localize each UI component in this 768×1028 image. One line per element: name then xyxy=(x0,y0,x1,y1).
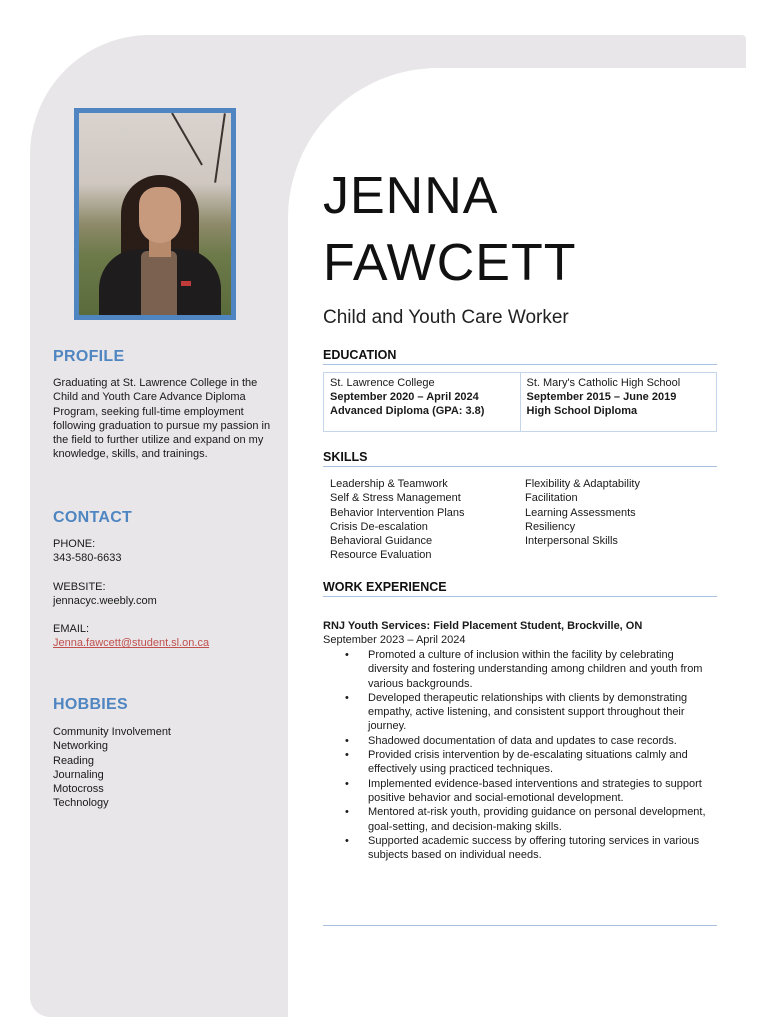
skill-item: Facilitation xyxy=(525,492,578,505)
skill-item: Resiliency xyxy=(525,520,576,533)
job-heading: RNJ Youth Services: Field Placement Student, Brockville, ON xyxy=(323,620,643,632)
education-table xyxy=(323,372,717,432)
job-duty-item: • Supported academic success by offering tutoring services in various subjects based on individual needs. xyxy=(345,834,710,863)
contact-heading: CONTACT xyxy=(53,509,133,526)
job-duty-item: • Developed therapeutic relationships with clients by demonstrating empathy, active listening, and consistent support throughout their journey. xyxy=(345,691,710,734)
profile-photo-frame xyxy=(74,108,236,320)
skill-item: Behavior Intervention Plans xyxy=(330,506,465,519)
education-credential: High School Diploma xyxy=(526,405,638,417)
skill-item: Leadership & Teamwork xyxy=(330,478,448,490)
hobby-item: Reading xyxy=(53,754,94,767)
website-label: WEBSITE: xyxy=(53,581,106,593)
education-heading: EDUCATION xyxy=(323,348,717,365)
skill-item: Resource Evaluation xyxy=(330,549,432,562)
email-link[interactable]: Jenna.fawcett@student.sl.on.ca xyxy=(53,637,210,650)
education-credential: Advanced Diploma (GPA: 3.8) xyxy=(330,405,485,417)
education-dates: September 2020 – April 2024 xyxy=(330,391,479,403)
school-name: St. Lawrence College xyxy=(330,377,435,389)
job-duty-item: • Shadowed documentation of data and updates to case records. xyxy=(345,734,710,748)
section-divider xyxy=(323,925,717,926)
profile-photo xyxy=(79,113,231,315)
job-title: Child and Youth Care Worker xyxy=(323,307,569,328)
email-label: EMAIL: xyxy=(53,623,90,635)
first-name: JENNA xyxy=(323,167,499,225)
skill-item: Learning Assessments xyxy=(525,506,636,519)
hobby-item: Community Involvement xyxy=(53,726,171,738)
website-value: jennacyc.weebly.com xyxy=(53,595,157,608)
work-experience-heading: WORK EXPERIENCE xyxy=(323,580,717,597)
skill-item: Behavioral Guidance xyxy=(330,535,433,548)
candidate-name xyxy=(323,163,577,297)
education-entry xyxy=(520,373,717,431)
last-name: FAWCETT xyxy=(323,234,577,292)
hobbies-list xyxy=(53,725,171,811)
job-dates: September 2023 – April 2024 xyxy=(323,634,466,646)
contact-website xyxy=(53,580,157,609)
job-duty-item: • Provided crisis intervention by de-escalating situations calmly and effectively using practiced techniques. xyxy=(345,748,710,777)
skill-item: Interpersonal Skills xyxy=(525,535,618,548)
job-duty-item: • Promoted a culture of inclusion within the facility by celebrating diversity and fostering understanding among children and youth from various backgrounds. xyxy=(345,648,710,691)
job-duty-item: • Mentored at-risk youth, providing guidance on personal development, goal-setting, and decision-making skills. xyxy=(345,805,710,834)
skill-item: Flexibility & Adaptability xyxy=(525,478,640,490)
skills-column-left xyxy=(330,477,525,563)
skill-item: Self & Stress Management xyxy=(330,492,461,505)
contact-email xyxy=(53,622,209,651)
job-duty-item: • Implemented evidence-based interventions and strategies to support positive behavior and social-emotional development. xyxy=(345,777,710,806)
profile-text: Graduating at St. Lawrence College in the Child and Youth Care Advance Diploma Program, seeking full-time employment following graduation to pursue my passion in the field to further utilize and expand on my knowledge, skills, and trainings. xyxy=(53,377,271,461)
hobby-item: Networking xyxy=(53,740,109,753)
contact-phone xyxy=(53,537,122,566)
profile-heading: PROFILE xyxy=(53,348,125,365)
job-duties-list xyxy=(345,648,710,862)
education-entry xyxy=(324,373,520,431)
hobby-item: Motocross xyxy=(53,783,104,796)
skills-list xyxy=(330,477,720,563)
skill-item: Crisis De-escalation xyxy=(330,520,428,533)
hobby-item: Journaling xyxy=(53,768,104,781)
skills-column-right xyxy=(525,477,720,563)
education-dates: September 2015 – June 2019 xyxy=(526,391,677,403)
hobby-item: Technology xyxy=(53,797,109,810)
phone-value: 343-580-6633 xyxy=(53,552,122,565)
school-name: St. Mary's Catholic High School xyxy=(526,377,681,389)
hobbies-heading: HOBBIES xyxy=(53,696,128,713)
skills-heading: SKILLS xyxy=(323,450,717,467)
phone-label: PHONE: xyxy=(53,538,96,550)
